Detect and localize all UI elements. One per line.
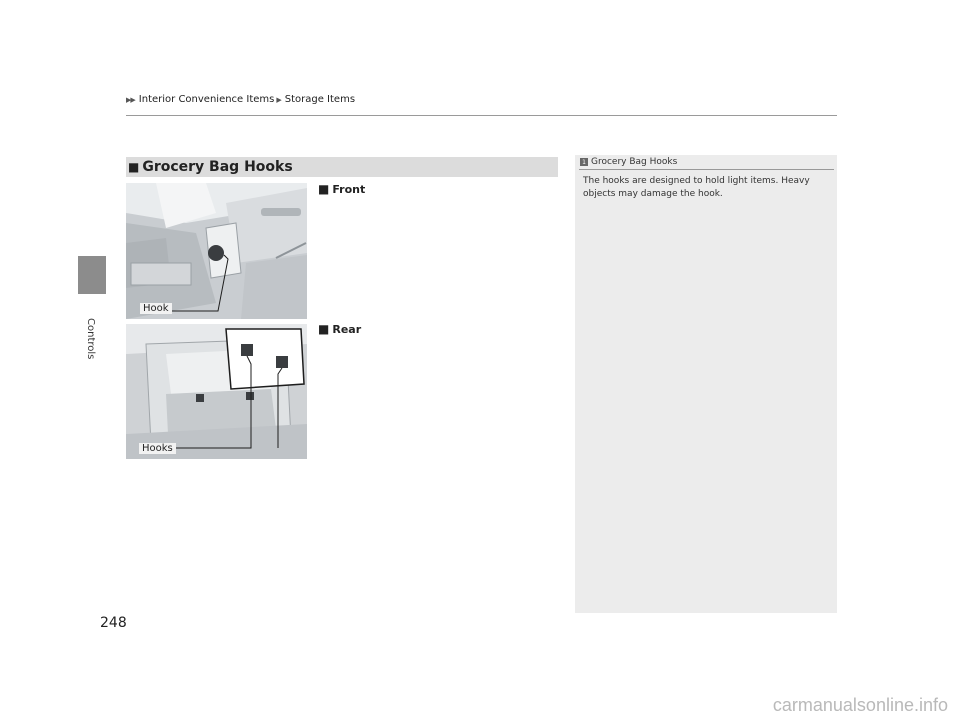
square-bullet-icon: ■ [128,160,140,174]
header-rule [126,115,837,116]
square-bullet-icon: ■ [318,182,330,196]
watermark: carmanualsonline.info [772,695,948,715]
section-title: ■ Grocery Bag Hooks [128,159,293,175]
front-heading: ■ Front [318,182,366,196]
note-icon: 1 [580,158,588,166]
chapter-label: Controls [85,318,96,360]
rear-hooks-illustration [126,324,307,459]
breadcrumb-item[interactable]: Storage Items [284,94,356,105]
breadcrumb [126,94,355,105]
breadcrumb-item[interactable]: Interior Convenience Items [138,94,275,105]
note-sidebar [575,155,837,613]
breadcrumb-arrow-icon: ▶ [276,95,281,104]
square-bullet-icon: ■ [318,322,330,336]
section-header [126,157,558,177]
hook-callout: Hook [140,303,172,314]
breadcrumb-arrow-icon: ▶▶ [126,95,135,104]
note-body: The hooks are designed to hold light items. Heavy objects may damage the hook. [583,176,810,199]
page-number: 248 [100,615,127,631]
chapter-tab [78,256,106,294]
note-rule [579,169,834,170]
rear-heading: ■ Rear [318,322,362,336]
note-title: 1 Grocery Bag Hooks [580,157,677,167]
hooks-callout: Hooks [139,443,176,454]
front-hook-illustration [126,183,307,319]
